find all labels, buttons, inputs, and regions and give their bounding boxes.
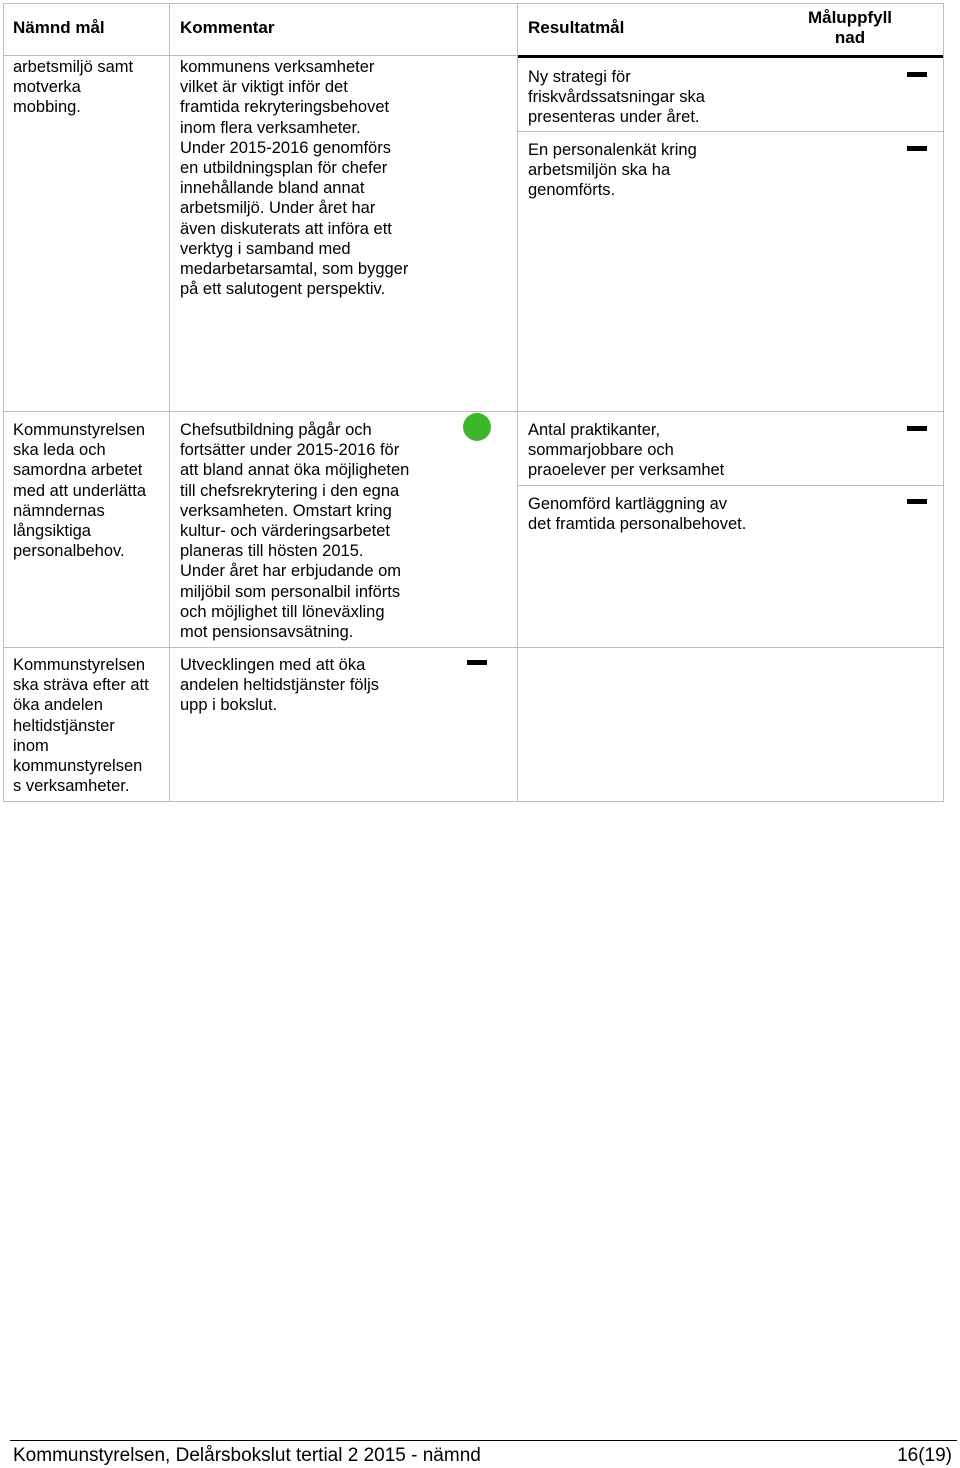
header-fulfillment: Måluppfyll nad bbox=[807, 8, 893, 47]
header-underline-thick bbox=[518, 55, 943, 58]
result-text: Antal praktikanter, sommarjobbare och praoelever per verksamhet bbox=[528, 421, 725, 480]
result-text: En personalenkät kring arbetsmiljön ska ha genomförts. bbox=[528, 141, 697, 200]
grid-line bbox=[943, 3, 944, 802]
green-circle-icon bbox=[463, 413, 491, 441]
dash-status-icon bbox=[907, 72, 927, 77]
dash-status-icon bbox=[467, 660, 487, 665]
grid-line bbox=[3, 411, 944, 412]
grid-line bbox=[517, 3, 518, 802]
result-text: Genomförd kartläggning av det framtida personalbehovet. bbox=[528, 495, 747, 534]
goal-text: Kommunstyrelsen ska sträva efter att öka andelen heltidstjänster inom kommunstyrelsen s verksamheter. bbox=[13, 656, 149, 796]
dash-status-icon bbox=[907, 426, 927, 431]
page-number: 16(19) bbox=[897, 1445, 952, 1466]
grid-line bbox=[518, 131, 944, 132]
comment-text: Chefsutbildning pågår och fortsätter under 2015-2016 för att bland annat öka möjligheten till chefsrekrytering i den egna verksamheten. Omstart kring kultur- och värderingsarbetet planeras till hösten 2015. Under året har erbjudande om miljöbil som personalbil införts och möjlighet till löneväxling mot pensionsavsätning. bbox=[180, 421, 410, 642]
grid-line bbox=[3, 3, 944, 4]
grid-line bbox=[3, 55, 518, 56]
dash-status-icon bbox=[907, 146, 927, 151]
dash-status-icon bbox=[907, 499, 927, 504]
header-goal: Nämnd mål bbox=[13, 18, 105, 37]
comment-text: kommunens verksamheter vilket är viktigt inför det framtida rekryteringsbehovet inom flera verksamheter. Under 2015-2016 genomförs en utbildningsplan för chefer innehållande bland annat arbetsmiljö. Under året har även diskuterats att införa ett verktyg i samband med medarbetarsamtal, som bygger på ett salutogent perspektiv. bbox=[180, 58, 409, 299]
grid-line bbox=[3, 801, 944, 802]
grid-line bbox=[3, 647, 944, 648]
header-result: Resultatmål bbox=[528, 18, 625, 37]
footer-divider bbox=[10, 1440, 957, 1441]
header-comment: Kommentar bbox=[180, 18, 275, 37]
result-text: Ny strategi för friskvårdssatsningar ska presenteras under året. bbox=[528, 68, 705, 127]
grid-line bbox=[169, 3, 170, 802]
footer-title: Kommunstyrelsen, Delårsbokslut tertial 2 2015 - nämnd bbox=[13, 1445, 481, 1466]
comment-text: Utvecklingen med att öka andelen heltidstjänster följs upp i bokslut. bbox=[180, 656, 380, 715]
grid-line bbox=[3, 3, 4, 802]
goal-text: Kommunstyrelsen ska leda och samordna arbetet med att underlätta nämndernas långsiktiga personalbehov. bbox=[13, 421, 146, 561]
goal-text: arbetsmiljö samt motverka mobbing. bbox=[13, 58, 134, 117]
grid-line bbox=[518, 485, 944, 486]
